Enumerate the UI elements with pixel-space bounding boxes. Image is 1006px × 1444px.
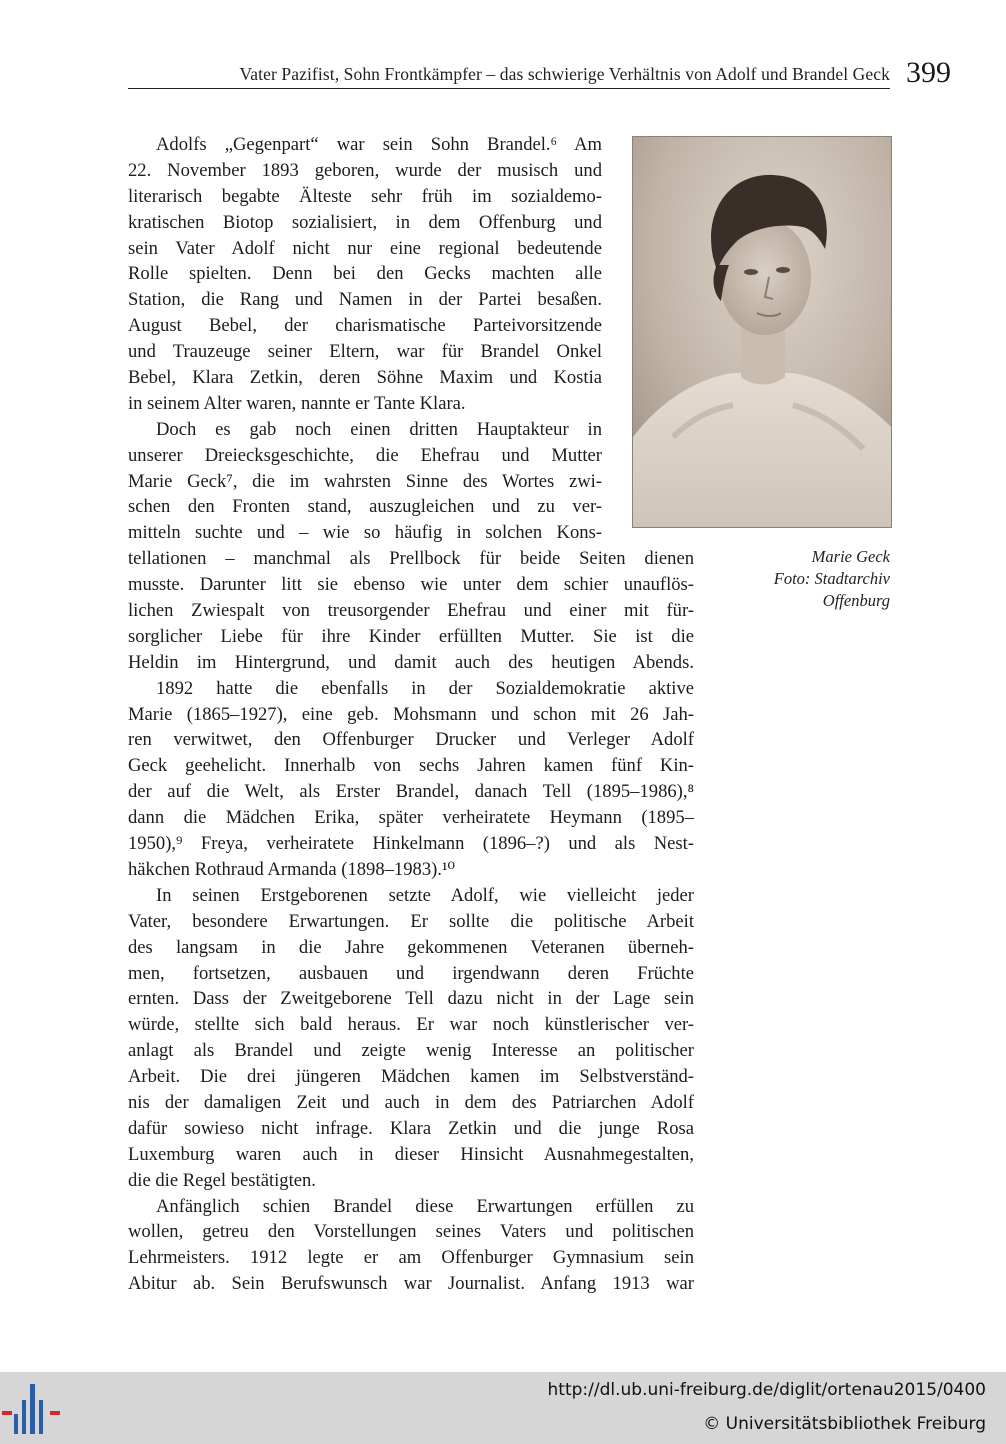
figure-caption: [700, 546, 890, 612]
text-line: musste. Darunter litt sie ebenso wie unter dem schier unauflös-: [128, 574, 694, 596]
page-number: 399: [906, 56, 951, 89]
text-line: mitteln suchte und – wie so häufig in solchen Kons-: [128, 522, 602, 544]
text-line: Marie (1865–1927), eine geb. Mohsmann und schon mit 26 Jah-: [128, 703, 694, 725]
text-line: dafür sowieso nicht infrage. Klara Zetkin und die junge Rosa: [128, 1117, 694, 1139]
text-line: Geck geehelicht. Innerhalb von sechs Jahren kamen fünf Kin-: [128, 755, 694, 777]
text-line: und Trauzeuge seiner Eltern, war für Brandel Onkel: [128, 341, 602, 363]
copyright-notice: © Universitätsbibliothek Freiburg: [703, 1414, 986, 1434]
text-line: Heldin im Hintergrund, und damit auch des heutigen Abends.: [128, 651, 694, 673]
running-title: Vater Pazifist, Sohn Frontkämpfer – das schwierige Verhältnis von Adolf und Brandel Geck: [239, 64, 890, 84]
text-line: men, fortsetzen, ausbauen und irgendwann deren Früchte: [128, 962, 694, 984]
text-line: 1950),⁹ Freya, verheiratete Hinkelmann (1896–?) und als Nest-: [128, 833, 694, 855]
text-line: sorglicher Liebe für ihre Kinder erfüllten Mutter. Sie ist die: [128, 625, 694, 647]
header-rule: [128, 88, 890, 89]
text-line: 1892 hatte die ebenfalls in der Sozialdemokratie aktive: [156, 677, 694, 699]
text-line: Luxemburg waren auch in dieser Hinsicht Ausnahmegestalten,: [128, 1143, 694, 1165]
text-line: ren verwitwet, den Offenburger Drucker und Verleger Adolf: [128, 729, 694, 751]
text-line: würde, stellte sich bald heraus. Er war noch künstlerischer ver-: [128, 1014, 694, 1036]
text-line: Rolle spielten. Denn bei den Gecks machten alle: [128, 263, 602, 285]
ub-freiburg-logo-icon: [0, 1380, 64, 1440]
text-line: Adolfs „Gegenpart“ war sein Sohn Brandel.⁶ Am: [156, 134, 602, 155]
text-line: ernten. Dass der Zweitgeborene Tell dazu nicht in der Lage sein: [128, 988, 694, 1010]
text-line: literarisch begabte Älteste sehr früh im sozialdemo-: [128, 185, 602, 207]
text-line: Lehrmeisters. 1912 legte er am Offenburger Gymnasium sein: [128, 1247, 694, 1269]
text-line: 22. November 1893 geboren, wurde der musisch und: [128, 159, 602, 181]
text-line: wollen, getreu den Vorstellungen seines Vaters und politischen: [128, 1221, 694, 1243]
text-line: die die Regel bestätigten.: [128, 1169, 316, 1191]
text-line: schen den Fronten stand, auszugleichen und zu ver-: [128, 496, 602, 518]
text-line: anlagt als Brandel und zeigte wenig Interesse an politischer: [128, 1040, 694, 1062]
text-line: der auf die Welt, als Erster Brandel, danach Tell (1895–1986),⁸: [128, 781, 694, 803]
text-line: sein Vater Adolf nicht nur eine regional bedeutende: [128, 237, 602, 259]
text-line: nis der damaligen Zeit und auch in dem des Patriarchen Adolf: [128, 1091, 694, 1113]
text-line: unserer Dreiecksgeschichte, die Ehefrau und Mutter: [128, 444, 602, 466]
text-line: Anfänglich schien Brandel diese Erwartungen erfüllen zu: [156, 1195, 694, 1217]
text-line: August Bebel, der charismatische Parteivorsitzende: [128, 315, 602, 337]
text-line: häkchen Rothraud Armanda (1898–1983).¹⁰: [128, 858, 455, 880]
text-line: Station, die Rang und Namen in der Partei besaßen.: [128, 289, 602, 311]
text-line: In seinen Erstgeborenen setzte Adolf, wie vielleicht jeder: [156, 884, 694, 906]
caption-line: Offenburg: [822, 591, 890, 610]
text-line: lichen Zwiespalt von treusorgender Ehefrau und einer mit für-: [128, 600, 694, 622]
caption-line: Foto: Stadtarchiv: [773, 569, 890, 588]
text-line: in seinem Alter waren, nannte er Tante Klara.: [128, 392, 466, 414]
text-line: des langsam in die Jahre gekommenen Veteranen überneh-: [128, 936, 694, 958]
source-url-link[interactable]: http://dl.ub.uni-freiburg.de/diglit/ortenau2015/0400: [547, 1380, 986, 1400]
text-line: Doch es gab noch einen dritten Hauptakteur in: [156, 418, 602, 440]
text-line: dann die Mädchen Erika, später verheiratete Heymann (1895–: [128, 807, 694, 829]
text-line: tellationen – manchmal als Prellbock für beide Seiten dienen: [128, 548, 694, 570]
text-line: Arbeit. Die drei jüngeren Mädchen kamen im Selbstverständ-: [128, 1066, 694, 1088]
text-line: kratischen Biotop sozialisiert, in dem Offenburg und: [128, 211, 602, 233]
caption-line: Marie Geck: [811, 547, 890, 566]
text-line: Marie Geck⁷, die im wahrsten Sinne des Wortes zwi-: [128, 470, 602, 492]
text-line: Vater, besondere Erwartungen. Er sollte die politische Arbeit: [128, 910, 694, 932]
text-line: Abitur ab. Sein Berufswunsch war Journalist. Anfang 1913 war: [128, 1273, 694, 1295]
article-body: [128, 132, 694, 1297]
text-line: Bebel, Klara Zetkin, deren Söhne Maxim und Kostia: [128, 367, 602, 389]
